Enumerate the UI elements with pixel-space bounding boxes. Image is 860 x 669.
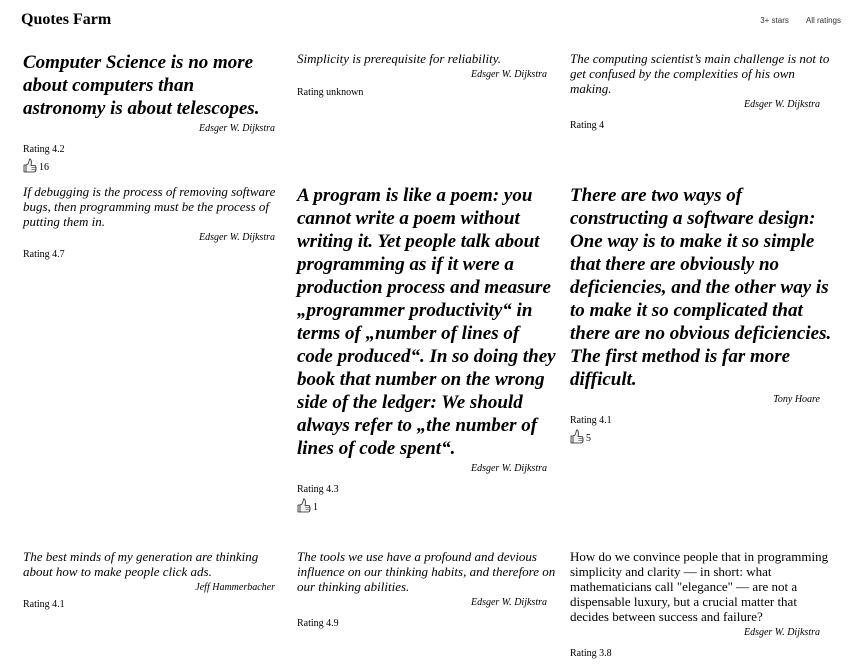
quote-card xyxy=(570,549,838,660)
quote-text: The computing scientist’s main challenge is not to get confused by the complexities of his own making. xyxy=(570,51,830,96)
like-button[interactable] xyxy=(570,428,838,444)
header xyxy=(0,0,860,44)
quote-rating: Rating unknown xyxy=(297,87,364,98)
filter-all-ratings[interactable]: All ratings xyxy=(805,16,841,25)
quote-author: Jeff Hammerbacher xyxy=(195,582,275,593)
quote-card xyxy=(23,549,275,611)
thumbs-up-icon xyxy=(297,497,311,513)
quote-card xyxy=(23,51,275,173)
quote-card xyxy=(570,51,838,132)
quote-rating: Rating 4 xyxy=(570,120,605,131)
like-button[interactable] xyxy=(23,157,275,173)
quote-text: The tools we use have a profound and devious influence on our thinking habits, and therefore on our thinking abilities. xyxy=(297,549,556,594)
quote-author: Tony Hoare xyxy=(773,394,820,405)
quote-rating: Rating 3.8 xyxy=(570,648,612,659)
quote-card xyxy=(297,549,563,630)
quote-text: How do we convince people that in programming simplicity and clarity — in short: what mathematicians call "elegance" — are not a dispensable luxury, but a crucial matter that decides between success and failure? xyxy=(570,549,829,624)
quote-author: Edsger W. Dijkstra xyxy=(470,597,547,608)
quote-text: Computer Science is no more about computers than astronomy is about telescopes. xyxy=(23,52,260,119)
quote-text: A program is like a poem: you cannot write a poem without writing it. Yet people talk about programming as if it were a production process and measure „programmer productivity“ in terms of „number of lines of code produced“. In so doing they book that number on the wrong side of the ledger: We should always refer to „the number of lines of code spent“. xyxy=(297,185,556,459)
like-count: 1 xyxy=(313,502,318,513)
quote-rating: Rating 4.7 xyxy=(23,249,65,260)
quote-author: Edsger W. Dijkstra xyxy=(743,627,820,638)
quote-author: Edsger W. Dijkstra xyxy=(198,123,275,134)
thumbs-up-icon xyxy=(23,157,37,173)
quote-rating: Rating 4.9 xyxy=(297,618,339,629)
filter-3plus-stars[interactable]: 3+ stars xyxy=(760,16,789,25)
quote-card xyxy=(23,184,279,261)
quote-card xyxy=(297,51,547,99)
quote-text: The best minds of my generation are thinking about how to make people click ads. xyxy=(23,549,259,579)
like-button[interactable] xyxy=(297,497,559,513)
rating-filters xyxy=(760,16,841,25)
quote-text: Simplicity is prerequisite for reliability. xyxy=(297,51,502,66)
like-count: 5 xyxy=(586,433,591,444)
quote-rating: Rating 4.3 xyxy=(297,484,339,495)
quote-author: Edsger W. Dijkstra xyxy=(198,232,275,243)
quote-text: If debugging is the process of removing software bugs, then programming must be the process of putting them in. xyxy=(23,184,276,229)
quote-rating: Rating 4.1 xyxy=(570,415,612,426)
app-title[interactable]: Quotes Farm xyxy=(21,11,112,28)
quote-rating: Rating 4.1 xyxy=(23,599,65,610)
quote-text: There are two ways of constructing a software design: One way is to make it so simple that there are obviously no deficiencies, and the other way is to make it so complicated that there are no obvious deficiencies. The first method is far more difficult. xyxy=(570,185,832,390)
quote-author: Edsger W. Dijkstra xyxy=(470,69,547,80)
quote-card xyxy=(570,184,838,444)
quote-author: Edsger W. Dijkstra xyxy=(743,99,820,110)
quote-rating: Rating 4.2 xyxy=(23,144,65,155)
quote-author: Edsger W. Dijkstra xyxy=(470,463,547,474)
like-count: 16 xyxy=(39,162,49,173)
thumbs-up-icon xyxy=(570,428,584,444)
quote-card xyxy=(297,184,559,513)
